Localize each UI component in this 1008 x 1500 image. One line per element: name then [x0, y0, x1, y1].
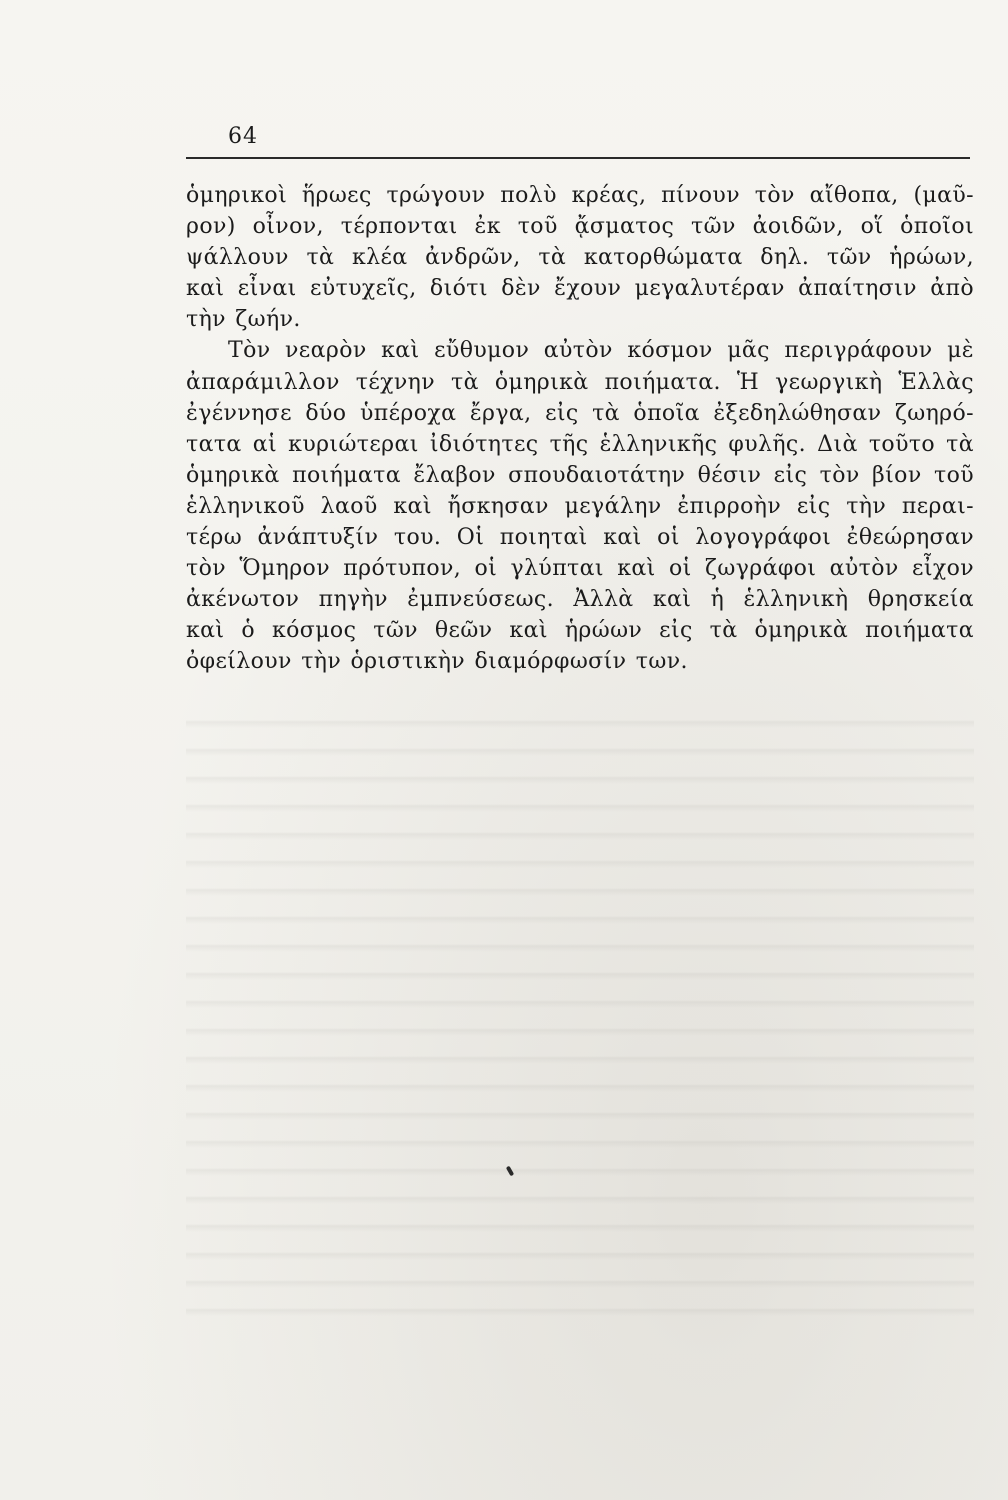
- body-text: [186, 180, 974, 678]
- page-number: 64: [228, 124, 258, 149]
- text-line: καὶ ὁ κόσμος τῶν θεῶν καὶ ἡρώων εἰς τὰ ὁμηρικὰ ποιήματα: [186, 618, 974, 644]
- text-line: τὴν ζωήν.: [186, 307, 301, 333]
- text-line: ἐγέννησε δύο ὑπέροχα ἔργα, εἰς τὰ ὁποῖα ἐξεδηλώθησαν ζωηρό-: [186, 400, 974, 426]
- text-line: ψάλλουν τὰ κλέα ἀνδρῶν, τὰ κατορθώματα δηλ. τῶν ἡρώων,: [186, 245, 974, 271]
- text-line: τατα αἱ κυριώτεραι ἰδιότητες τῆς ἑλληνικῆς φυλῆς. Διὰ τοῦτο τὰ: [186, 431, 974, 457]
- text-line: ἀκένωτον πηγὴν ἐμπνεύσεως. Ἀλλὰ καὶ ἡ ἑλληνικὴ θρησκεία: [186, 587, 974, 613]
- text-line: τὸν Ὅμηρον πρότυπον, οἱ γλύπται καὶ οἱ ζωγράφοι αὐτὸν εἶχον: [186, 556, 974, 582]
- text-line: ἀπαράμιλλον τέχνην τὰ ὁμηρικὰ ποιήματα. Ἡ γεωργικὴ Ἑλλὰς: [186, 369, 974, 395]
- text-line: Τὸν νεαρὸν καὶ εὔθυμον αὐτὸν κόσμον μᾶς περιγράφουν μὲ: [228, 338, 974, 364]
- text-line: τέρω ἀνάπτυξίν του. Οἱ ποιηταὶ καὶ οἱ λογογράφοι ἐθεώρησαν: [186, 525, 974, 551]
- text-line: ὁμηρικοὶ ἥρωες τρώγουν πολὺ κρέας, πίνουν τὸν αἴθοπα, (μαῦ-: [186, 183, 974, 208]
- text-line: ἑλληνικοῦ λαοῦ καὶ ἤσκησαν μεγάλην ἐπιρροὴν εἰς τὴν περαι-: [186, 493, 974, 519]
- bleed-through-text-shadow: [186, 700, 974, 1320]
- header-rule: [186, 157, 970, 159]
- text-line: ὁμηρικὰ ποιήματα ἔλαβον σπουδαιοτάτην θέσιν εἰς τὸν βίον τοῦ: [186, 462, 974, 488]
- text-line: ὀφείλουν τὴν ὁριστικὴν διαμόρφωσίν των.: [186, 649, 688, 675]
- text-line: καὶ εἶναι εὐτυχεῖς, διότι δὲν ἔχουν μεγαλυτέραν ἀπαίτησιν ἀπὸ: [186, 276, 974, 302]
- text-line: ρον) οἶνον, τέρπονται ἐκ τοῦ ᾄσματος τῶν ἀοιδῶν, οἵ ὁποῖοι: [186, 214, 974, 240]
